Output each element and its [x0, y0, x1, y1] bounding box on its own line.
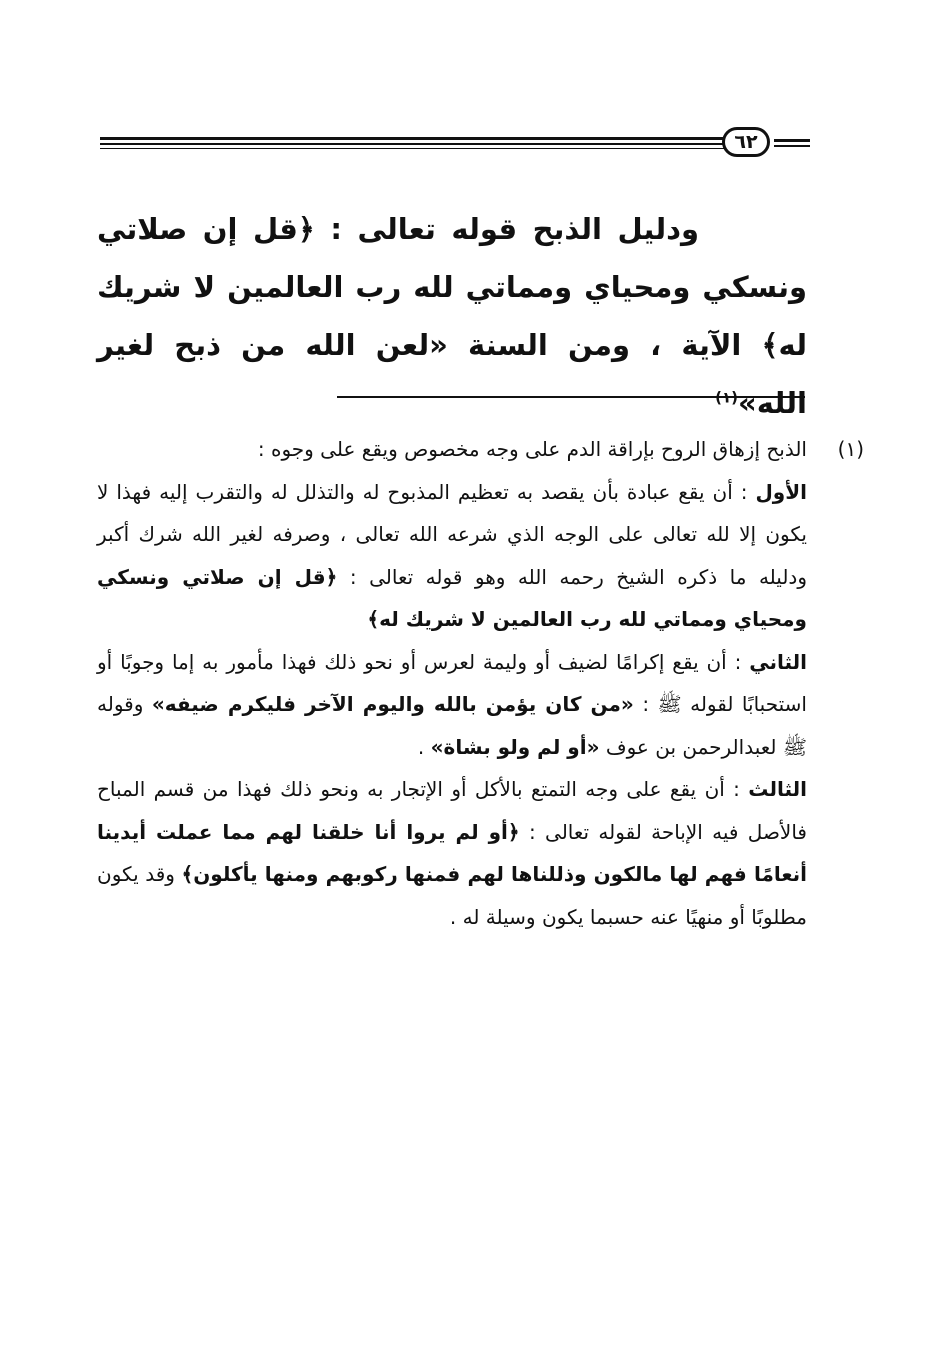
page-header — [100, 127, 810, 161]
main-verse: ﴿قل إن صلاتي ونسكي ومحياي ومماتي لله رب العالمين لا شريك له﴾ — [97, 212, 807, 362]
second-hadith-2: «أو لم ولو بشاة» — [430, 734, 600, 759]
first-label: الأول — [755, 479, 807, 504]
footnote-first-section — [97, 471, 807, 641]
header-rule — [100, 137, 726, 140]
footnote-separator — [337, 396, 805, 398]
third-end: وقد يكون مطلوبًا أو منهيًا عنه حسبما يكون وسيلة له . — [97, 862, 807, 929]
third-verse: ﴿أو لم يروا أنا خلقنا لهم مما عملت أيدينا أنعامًا فهم لها مالكون وذللناها لهم فمنها ركوبهم ومنها يأكلون﴾ — [97, 819, 808, 886]
third-text: : أن يقع على وجه التمتع بالأكل أو الإتجار به ونحو ذلك فهذا من قسم المباح فالأصل فيه الإباحة لقوله تعالى : — [97, 777, 807, 844]
footnote-third-section — [97, 768, 807, 938]
header-rule — [100, 148, 726, 149]
second-text: : أن يقع إكرامًا لضيف أو وليمة لعرس أو نحو ذلك فهذا مأمور به إما وجوبًا أو استحبابًا لقوله ﷺ : — [97, 649, 807, 716]
first-text: : أن يقع عبادة بأن يقصد به تعظيم المذبوح له والتذلل له والتقرب إليه فهذا لا يكون إلا لله تعالى على الوجه الذي شرعه الله تعالى ، وصرفه لغير الله شرك أكبر ودليله ما ذكره الشيخ رحمه الله وهو قوله تعالى : — [97, 479, 807, 589]
second-label: الثاني — [749, 649, 807, 674]
footnote-second-section — [97, 641, 807, 769]
main-after-verse: الآية ، ومن السنة — [447, 328, 762, 362]
main-hadith: «لعن الله من ذبح لغير الله» — [97, 328, 807, 420]
page-number: ٦٢ — [722, 127, 770, 157]
second-middle: وقوله ﷺ لعبدالرحمن بن عوف — [97, 692, 807, 759]
header-rule-short — [774, 145, 810, 147]
second-end: . — [417, 734, 431, 759]
footnote-intro-line — [97, 428, 864, 471]
header-rule-short — [774, 139, 810, 142]
first-verse: ﴿قل إن صلاتي ونسكي ومحياي ومماتي لله رب العالمين لا شريك له﴾ — [97, 564, 807, 631]
footnote-intro: الذبح إزهاق الروح بإراقة الدم على وجه مخصوص ويقع على وجوه : — [257, 437, 807, 461]
footnote-reference: (١) — [715, 388, 738, 407]
footnote-number: (١) — [837, 437, 864, 461]
third-label: الثالث — [748, 777, 807, 801]
second-hadith-1: «من كان يؤمن بالله واليوم الآخر فليكرم ضيفه» — [151, 692, 634, 716]
footnote — [97, 428, 864, 938]
header-rule — [100, 143, 726, 145]
main-lead: ودليل الذبح قوله تعالى : — [314, 212, 699, 246]
